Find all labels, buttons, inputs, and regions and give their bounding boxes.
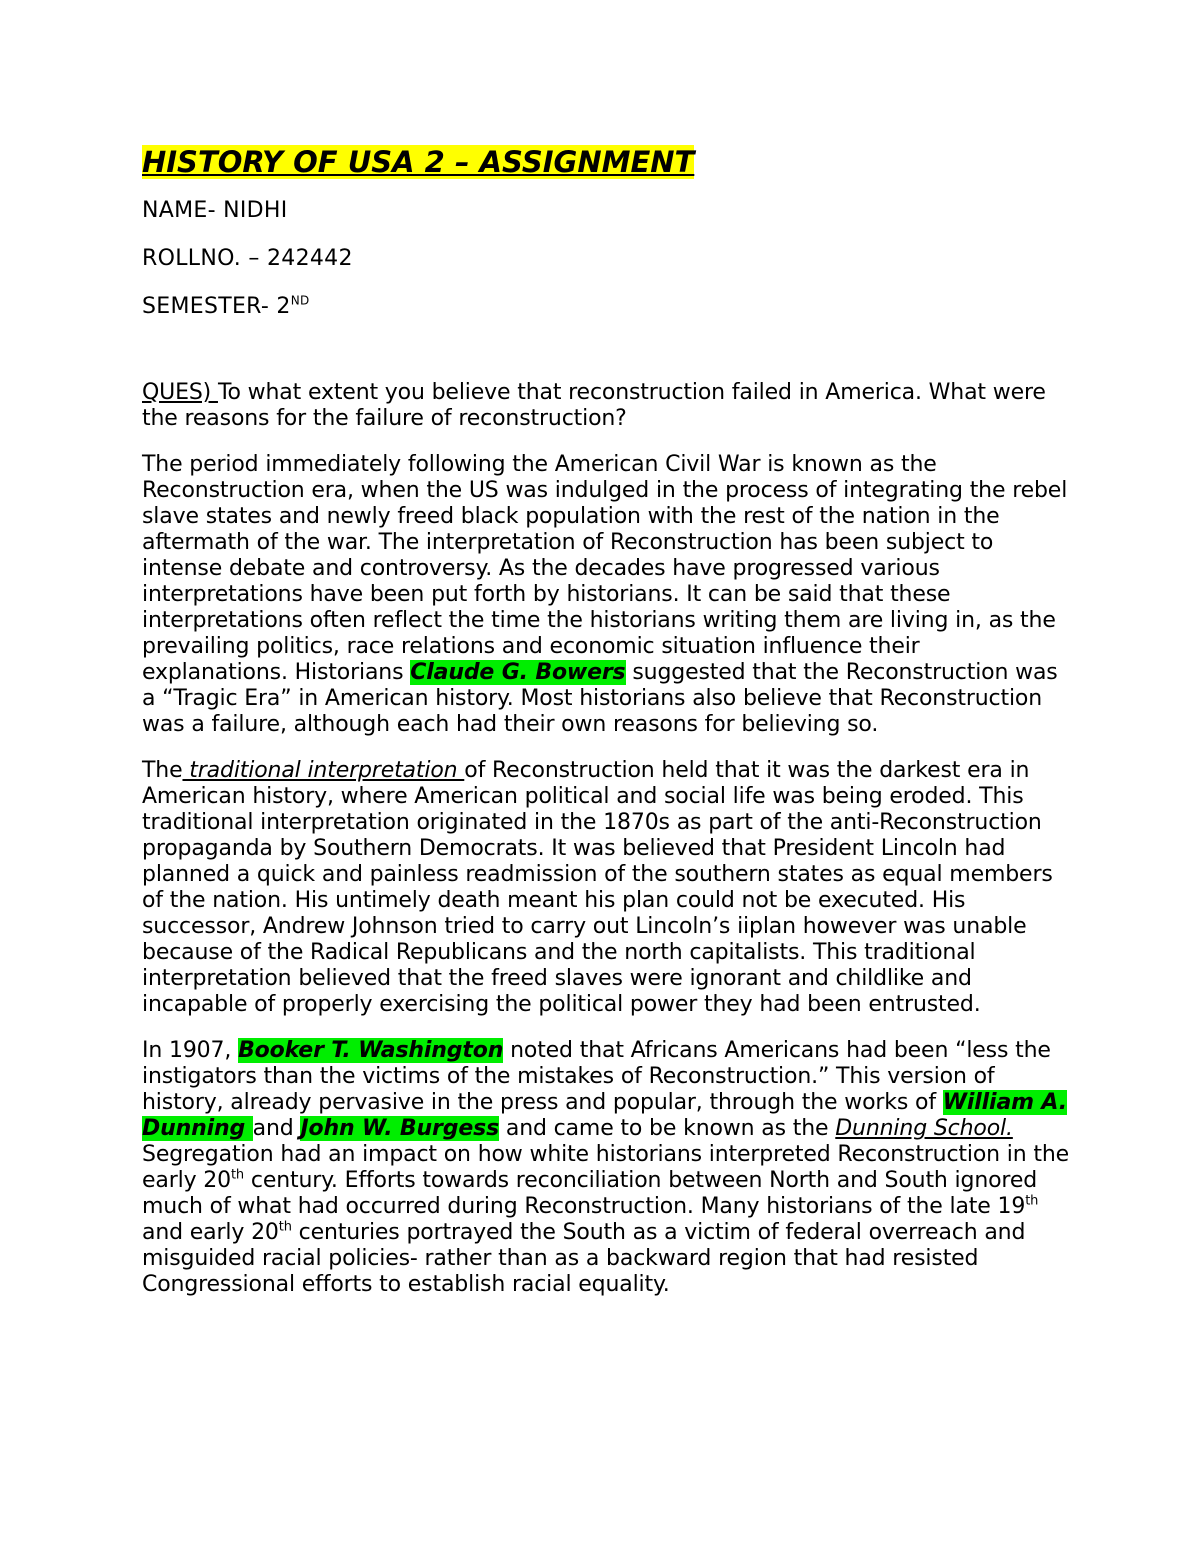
student-name — [142, 196, 1072, 226]
highlight-name-burgess: John W. Burgess — [300, 1116, 500, 1141]
para1-text-a: The period immediately following the American Civil War is known as the Reconstruction era, when the US was indulged in the process of integrating the rebel slave states and newly freed black population with the rest of the nation in the aftermath of the war. The interpretation of Reconstruction has been subject to intense debate and controversy. As the decades have progressed various interpretations have been put forth by historians. It can be said that these interpretations often reflect the time the historians writing them are living in, as the prevailing politics, race relations and economic situation influence their explanations. Historians — [142, 452, 1068, 685]
para3-text-b: noted that Africans Americans had been “less the instigators than the victims of the mistakes of Reconstruction.” This version of history, already pervasive in the press and popular, through the works of — [142, 1038, 1051, 1115]
para3-text-e: Segregation had an impact on how white historians interpreted Reconstruction in the early 20 — [142, 1142, 1070, 1193]
para2-text-b: of Reconstruction held that it was the darkest era in American history, where American political and social life was being eroded. This traditional interpretation originated in the 1870s as part of the anti-Reconstruction propaganda by Southern Democrats. It was believed that President Lincoln had planned a quick and painless readmission of the southern states as equal members of the nation. His untimely death meant his plan could not be executed. His successor, Andrew Johnson tried to carry out Lincoln’s iiplan however was unable because of the Radical Republicans and the north capitalists. This traditional interpretation believed that the freed slaves were ignorant and childlike and incapable of properly exercising the political power they had been entrusted. — [142, 758, 1053, 1017]
superscript-th-1: th — [230, 1167, 245, 1183]
para3-text-d: and came to be known as the — [499, 1116, 836, 1141]
para3-text-a: In 1907, — [142, 1038, 239, 1063]
semester — [142, 292, 1072, 322]
question-paragraph — [142, 380, 1072, 432]
paragraph-3 — [142, 1038, 1072, 1298]
highlight-name-bowers: Claude G. Bowers — [410, 660, 626, 685]
paragraph-2 — [142, 758, 1072, 1018]
para3-text-g: and early 20 — [142, 1220, 279, 1245]
highlight-name-washington: Booker T. Washington — [238, 1038, 504, 1063]
roll-number-text: ROLLNO. – 242442 — [142, 246, 353, 271]
para1-text-b: suggested that the Reconstruction was a “Tragic Era” in American history. Most historians also believe that Reconstruction was a failure, although each had their own reasons for believing so. — [142, 660, 1058, 737]
superscript-th-2: th — [1025, 1193, 1039, 1209]
term-dunning-school: Dunning School. — [835, 1116, 1013, 1141]
paragraph-1 — [142, 452, 1072, 738]
document-title — [142, 140, 1072, 184]
student-name-text: NAME- NIDHI — [142, 198, 288, 223]
superscript-th-3: th — [278, 1219, 292, 1235]
semester-suffix: ND — [290, 293, 310, 308]
para3-text-f: century. Efforts towards reconciliation between North and South ignored much of what had occurred during Reconstruction. Many historians of the late 19 — [142, 1168, 1038, 1219]
title-text: HISTORY OF USA 2 – ASSIGNMENT — [142, 145, 695, 179]
term-traditional-interpretation: traditional interpretation — [182, 758, 465, 783]
para3-text-c: and — [252, 1116, 301, 1141]
para2-text-a: The — [142, 758, 183, 783]
roll-number — [142, 244, 1072, 274]
para3-text-h: centuries portrayed the South as a victim of federal overreach and misguided racial policies- rather than as a backward region that had resisted Congressional efforts to establish racial equality. — [142, 1220, 1026, 1297]
highlight-name-dunning: William A. Dunning — [142, 1090, 1067, 1141]
document-page — [142, 140, 1072, 1318]
question-label: QUES) — [142, 380, 218, 405]
question-text: To what extent you believe that reconstruction failed in America. What were the reasons for the failure of reconstruction? — [142, 380, 1046, 431]
semester-text: SEMESTER- 2 — [142, 294, 291, 319]
